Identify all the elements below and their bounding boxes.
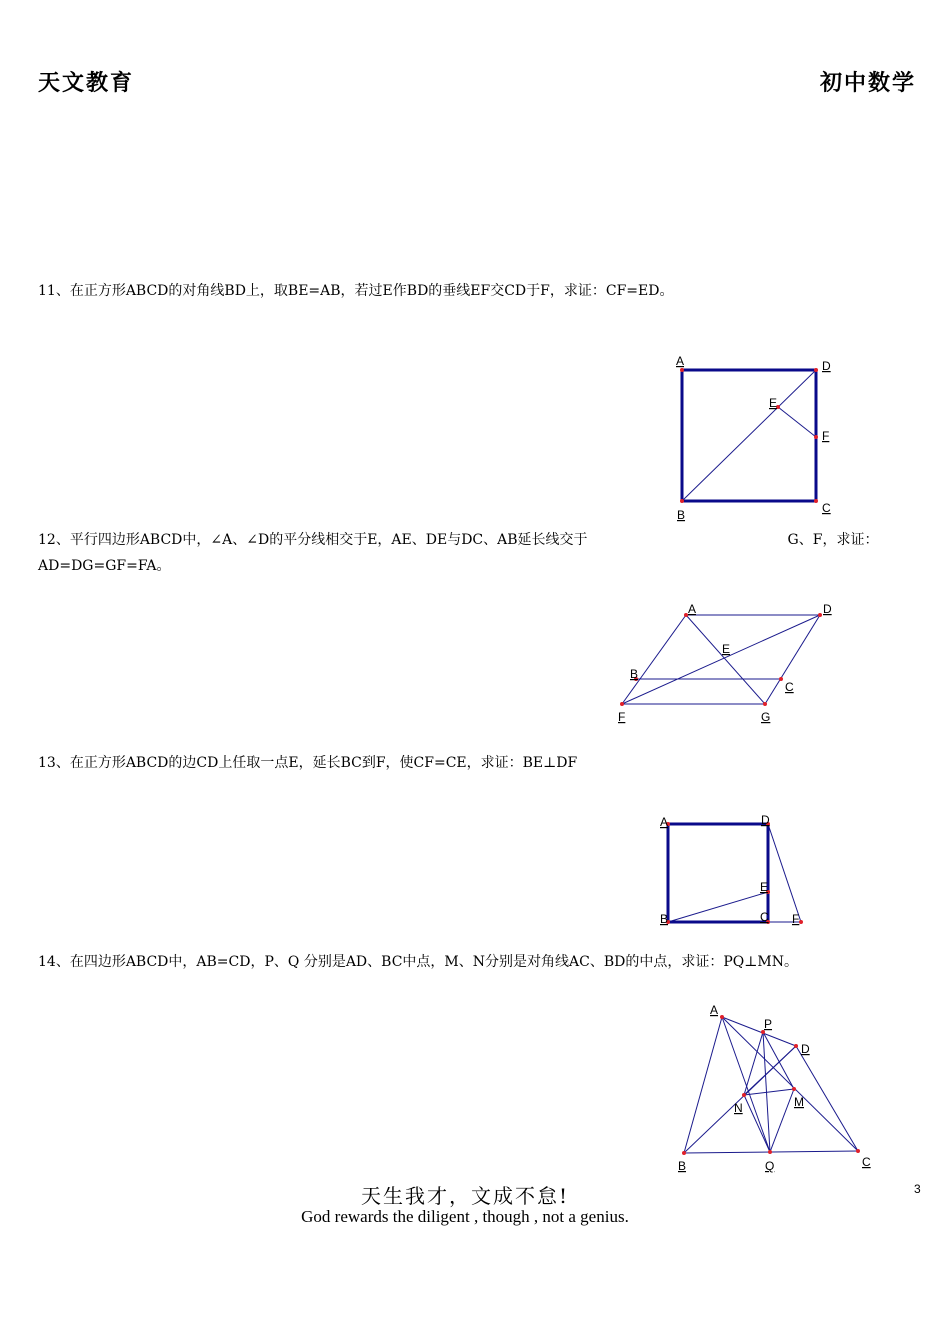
p13-label-A: A bbox=[660, 815, 669, 829]
p11-label-D: D bbox=[822, 359, 831, 373]
p14-label-N: N bbox=[734, 1101, 743, 1115]
header-left-title: 天文教育 bbox=[38, 70, 135, 96]
header-right-title: 初中数学 bbox=[819, 70, 916, 96]
p13-label-D: D bbox=[761, 813, 770, 827]
p13-label-F: F bbox=[792, 912, 800, 926]
problem-12-text-a: 12、平行四边形ABCD中，∠A、∠D的平分线相交于E，AE、DE与DC、AB延长线交于 bbox=[38, 532, 588, 548]
p14-label-A: A bbox=[710, 1003, 719, 1017]
problem-11-text: 11、在正方形ABCD的对角线BD上，取BE=AB，若过E作BD的垂线EF交CD于F，求证：CF=ED。 bbox=[38, 283, 674, 299]
problem-12-figure bbox=[610, 598, 840, 723]
problem-12-text bbox=[38, 527, 922, 579]
footer-motto-chinese: 天生我才，文成不怠! bbox=[360, 1184, 570, 1208]
p14-label-Q: Q bbox=[765, 1159, 775, 1173]
p11-label-F: F bbox=[822, 429, 830, 443]
p11-label-B: B bbox=[677, 508, 686, 522]
page-number: 3 bbox=[914, 1182, 921, 1196]
p14-label-P: P bbox=[764, 1017, 773, 1031]
p14-label-B: B bbox=[678, 1159, 687, 1173]
p13-label-B: B bbox=[660, 912, 669, 926]
problem-14-text: 14、在四边形ABCD中，AB=CD，P、Q 分别是AD、BC中点，M、N分别是对角线AC、BD的中点，求证：PQ⊥MN。 bbox=[38, 954, 798, 970]
problem-14-figure bbox=[670, 1000, 885, 1180]
p12-label-A: A bbox=[688, 602, 697, 616]
p11-label-A: A bbox=[676, 354, 685, 368]
p14-label-D: D bbox=[801, 1042, 810, 1056]
p12-label-D: D bbox=[823, 602, 832, 616]
p12-label-C: C bbox=[785, 680, 794, 694]
p12-label-F: F bbox=[618, 710, 626, 724]
footer-motto-english: God rewards the diligent , though , not a genius. bbox=[301, 1207, 629, 1226]
p14-label-C: C bbox=[862, 1155, 871, 1169]
p12-label-B: B bbox=[630, 667, 639, 681]
p12-label-E: E bbox=[722, 642, 731, 656]
problem-11-figure bbox=[670, 350, 840, 525]
problem-13-text: 13、在正方形ABCD的边CD上任取一点E，延长BC到F，使CF=CE，求证：BE⊥DF bbox=[38, 755, 578, 771]
p14-label-M: M bbox=[794, 1095, 804, 1109]
p13-label-C: C bbox=[760, 910, 769, 924]
p12-label-G: G bbox=[761, 710, 771, 724]
p11-label-C: C bbox=[822, 501, 831, 515]
p11-label-E: E bbox=[769, 396, 778, 410]
p13-label-E: E bbox=[760, 880, 769, 894]
problem-12-text-b: G、F，求证：AD=DG=GF=FA。 bbox=[38, 532, 879, 574]
problem-13-figure bbox=[655, 808, 815, 933]
